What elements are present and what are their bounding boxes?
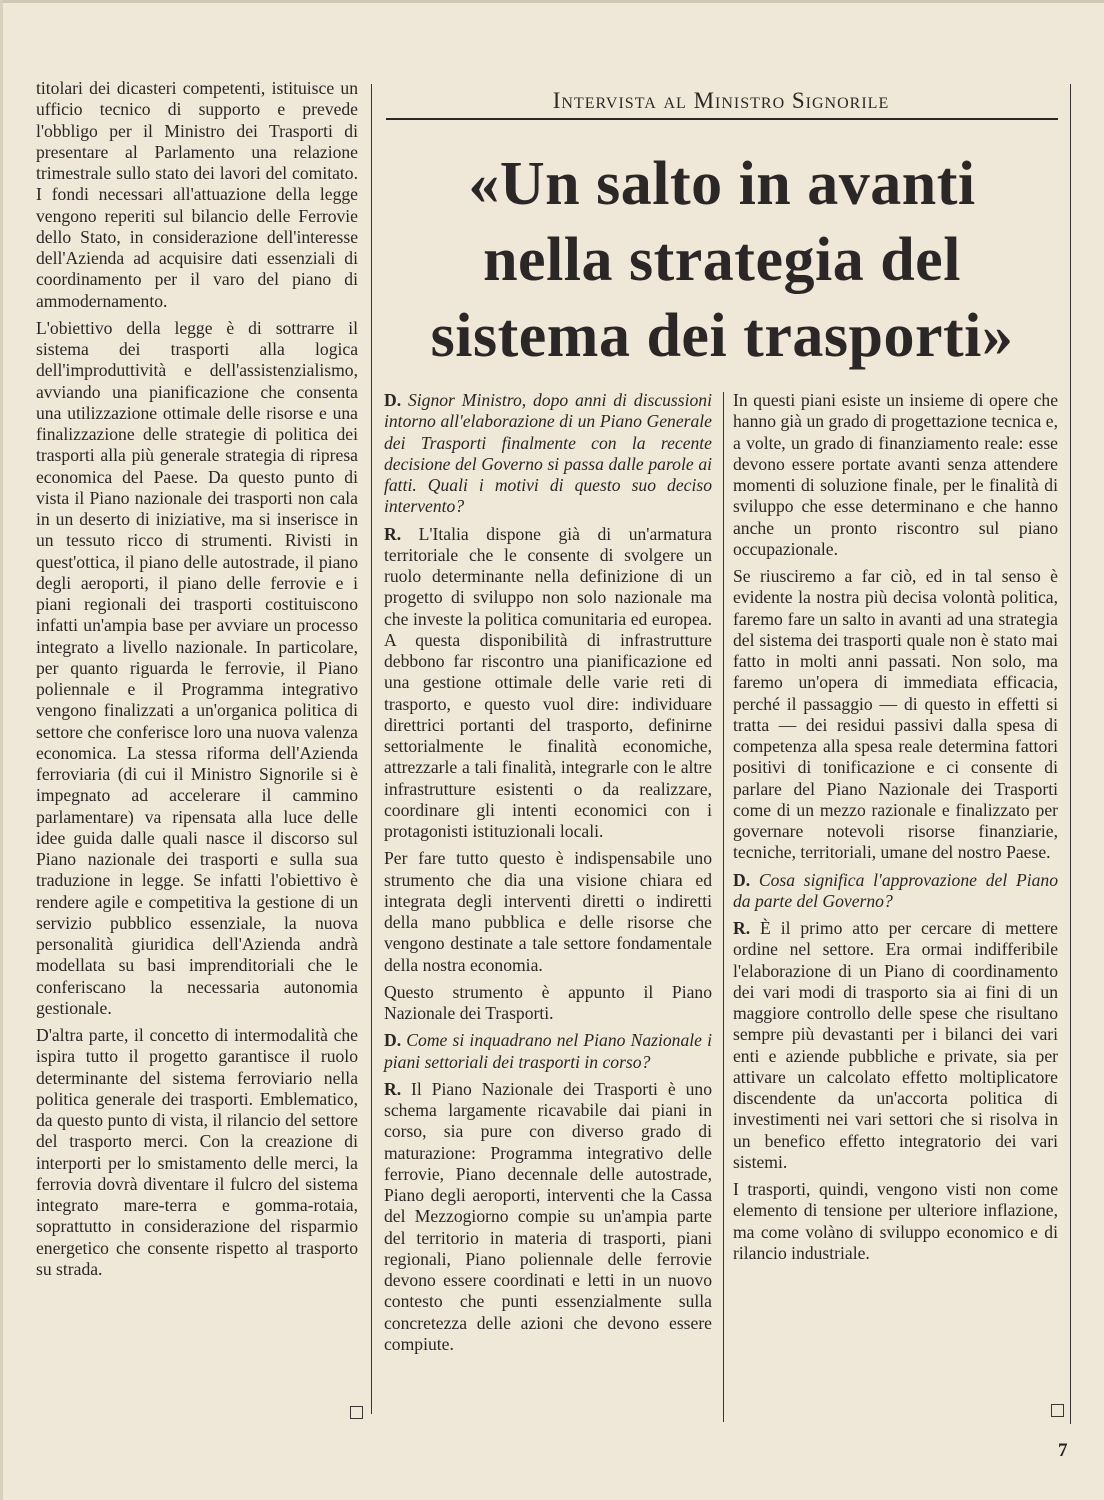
left-paragraph-2: L'obiettivo della legge è di sottrarre il sistema dei trasporti alla logica dell'improduttività e dell'assistenzialismo, avviando una pianificazione che consenta una utilizzazione ottimale delle risorse e una finalizzazione delle strategie di politica dei trasporti alla più generale strategia di ripresa economica del Paese. Da questo punto di vista il Piano nazionale dei trasporti non cala in un deserto di iniziative, ma si inserisce in un tessuto ricco di strumenti. Rivisti in quest'ottica, il piano delle autostrade, il piano degli aeroporti, il piano delle ferrovie e i piani regionali dei trasporti costituiscono infatti un'ampia base per avviare un processo integrato a livello nazionale. In particolare, per quanto riguarda le ferrovie, il Piano poliennale e il Programma integrativo vengono finalizzati a un'organica politica di settore che conferisce loro una nuova valenza economica. La stessa riforma dell'Azienda ferroviaria (di cui il Ministro Signorile si è impegnato ad accelerare il cammino parlamentare) va ripensata alla luce delle idee guida dalle quali nasce il discorso sul Piano nazionale dei trasporti e sulla sua traduzione in legge. Se infatti l'obiettivo è rendere agile e competitiva la gestione di un servizio pubblico essenziale, la nuova personalità giuridica dell'Azienda andrà modellata su basi imprenditoriali che le conferiscano la necessaria autonomia gestionale. [36,317,358,1018]
answer-1-paragraph-3: Questo strumento è appunto il Piano Nazionale dei Trasporti. [384,981,712,1023]
question-label: D. [733,869,751,890]
answer-2-text: Il Piano Nazionale dei Trasporti è uno schema largamente ricavabile dai piani in corso, sia pure con diverso grado di maturazione: Programma integrativo delle ferrovie, Piano decennale delle autostrade, Piano degli aeroporti, interventi che la Cassa del Mezzogiorno compie su un'ampia parte del territorio in materia di trasporti, piani regionali, Piano poliennale delle ferrovie devono essere coordinati e letti in un nuovo contesto che punti essenzialmente sulla concretezza delle azioni che devono essere compiute. [384,1078,712,1354]
end-mark-left [350,1406,363,1419]
question-1-text: Signor Ministro, dopo anni di discussioni intorno all'elaborazione di un Piano Generale dei Trasporti finalmente con la recente decisione del Governo si passa dalle parole ai fatti. Quali i motivi di questo suo deciso intervento? [384,390,712,517]
question-label: D. [384,1030,402,1051]
page-number: 7 [1058,1440,1068,1461]
answer-label: R. [733,918,751,938]
column-rule-left [371,84,372,1414]
answer-1-paragraph-2: Per fare tutto questo è indispensabile uno strumento che dia una visione chiara ed integrata degli interventi diretti o indiretti della mano pubblica e delle risorse che vengono destinate a tale settore fondamentale della nostra economia. [384,848,712,975]
answer-2-paragraph-2: In questi piani esiste un insieme di opere che hanno già un grado di progettazione tecnica e, a volte, un grado di finanziamento reale: esse devono essere portate avanti senza attendere momenti di soluzione finale, per le finalità di sviluppo che esse determinano e che hanno anche un pronto riscontro sul piano occupazionale. [733,390,1058,559]
section-kicker: Intervista al Ministro Signorile [552,88,890,113]
answer-3-paragraph-2: I trasporti, quindi, vengono visti non come elemento di tensione per ulteriore inflazione, ma come volàno di sviluppo economico e di rilancio industriale. [733,1179,1058,1263]
answer-label: R. [384,523,402,544]
answer-label: R. [384,1078,402,1099]
headline-line-3: sistema dei trasporti» [430,302,1014,370]
question-label: D. [384,390,402,410]
column-rule-middle [723,392,724,1422]
page-left-edge [0,0,3,1500]
answer-1 [384,524,712,843]
answer-3 [733,918,1058,1173]
answer-2-paragraph-3: Se riusciremo a far ciò, ed in tal senso è evidente la nostra più decisa volontà politica, faremo fare un salto in avanti ad una strategia del sistema dei trasporti quale non è stato mai fatto in molti anni passati. Non solo, ma faremo un'opera di immediata efficacia, perché il passaggio — di questo in effetti si tratta — dei residui passivi dalla spesa di competenza alla spesa reale determina fattori positivi di tonificazione e ci consente di parlare del Piano Nazionale dei Trasporti come di un mezzo razionale e finalizzato per governare notevoli risorse finanziarie, tecniche, territoriali, umane del nostro Paese. [733,566,1058,863]
question-3 [733,870,1058,913]
page-top-edge [0,0,1104,3]
question-2-text: Come si inquadrano nel Piano Nazionale i piani settoriali dei trasporti in corso? [384,1030,713,1072]
left-column [36,78,358,1286]
headline-line-2: nella strategia del [483,226,961,294]
answer-1-text: L'Italia dispone già di un'armatura territoriale che le consente di svolgere un ruolo determinante nella definizione di un progetto di sviluppo non solo nazionale ma che investe la politica comunitaria ed europea. A questa disponibilità di infrastrutture debbono far riscontro una pianificazione ed una gestione ottimale delle varie reti di trasporto, e questo vuol dire: individuare direttrici portanti del trasporto, definirne settorialmente le finalità economiche, attrezzarle a tali finalità, integrarle con le altre infrastrutture esistenti o da realizzare, coordinare gli intenti economici con i protagonisti istituzionali locali. [384,523,712,841]
column-rule-right [1070,84,1071,1424]
question-1 [384,390,712,518]
end-mark-right [1051,1404,1064,1417]
headline [384,146,1060,374]
question-3-text: Cosa significa l'approvazione del Piano da parte del Governo? [733,869,1058,911]
left-paragraph-3: D'altra parte, il concetto di intermodalità che ispira tutto il progetto garantisce il ruolo determinante del sistema ferroviario nella politica generale dei trasporti. Emblematico, da questo punto di vista, il rilancio del settore del trasporto merci. Con la creazione di interporti per lo smistamento delle merci, la ferrovia dovrà diventare il fulcro del sistema integrato mare-terra e gomma-rotaia, soprattutto in considerazione del risparmio energetico che consente rispetto al trasporto su strada. [36,1025,358,1279]
interview-column-middle [384,390,712,1361]
answer-3-text: È il primo atto per cercare di mettere ordine nel settore. Era ormai indifferibile l'elaborazione di un Piano di coordinamento dei vari modi di trasporto sia ai fini di un maggiore controllo delle spese che risultano sempre più devastanti per i bilanci dei vari enti e aziende pubbliche e private, sia per attivare un calcolato effetto moltiplicatore discendente da un'accorta politica di investimenti nei vari settori che si risolva in un benefico effetto integratorio dei vari sistemi. [733,918,1058,1172]
answer-2 [384,1079,712,1355]
kicker-underline [386,118,1058,120]
headline-line-1: «Un salto in avanti [468,150,976,218]
interview-column-right [733,390,1058,1270]
left-paragraph-1: titolari dei dicasteri competenti, istituisce un ufficio tecnico di supporto e prevede l'obbligo per il Ministro dei Trasporti di presentare al Parlamento una relazione trimestrale sullo stato dei lavori del comitato. I fondi necessari all'attuazione della legge vengono reperiti sul bilancio delle Ferrovie dello Stato, in considerazione dell'interesse dell'Azienda ad acquisire dati essenziali di coordinamento per il varo del piano di ammodernamento. [36,78,358,311]
question-2 [384,1030,712,1073]
